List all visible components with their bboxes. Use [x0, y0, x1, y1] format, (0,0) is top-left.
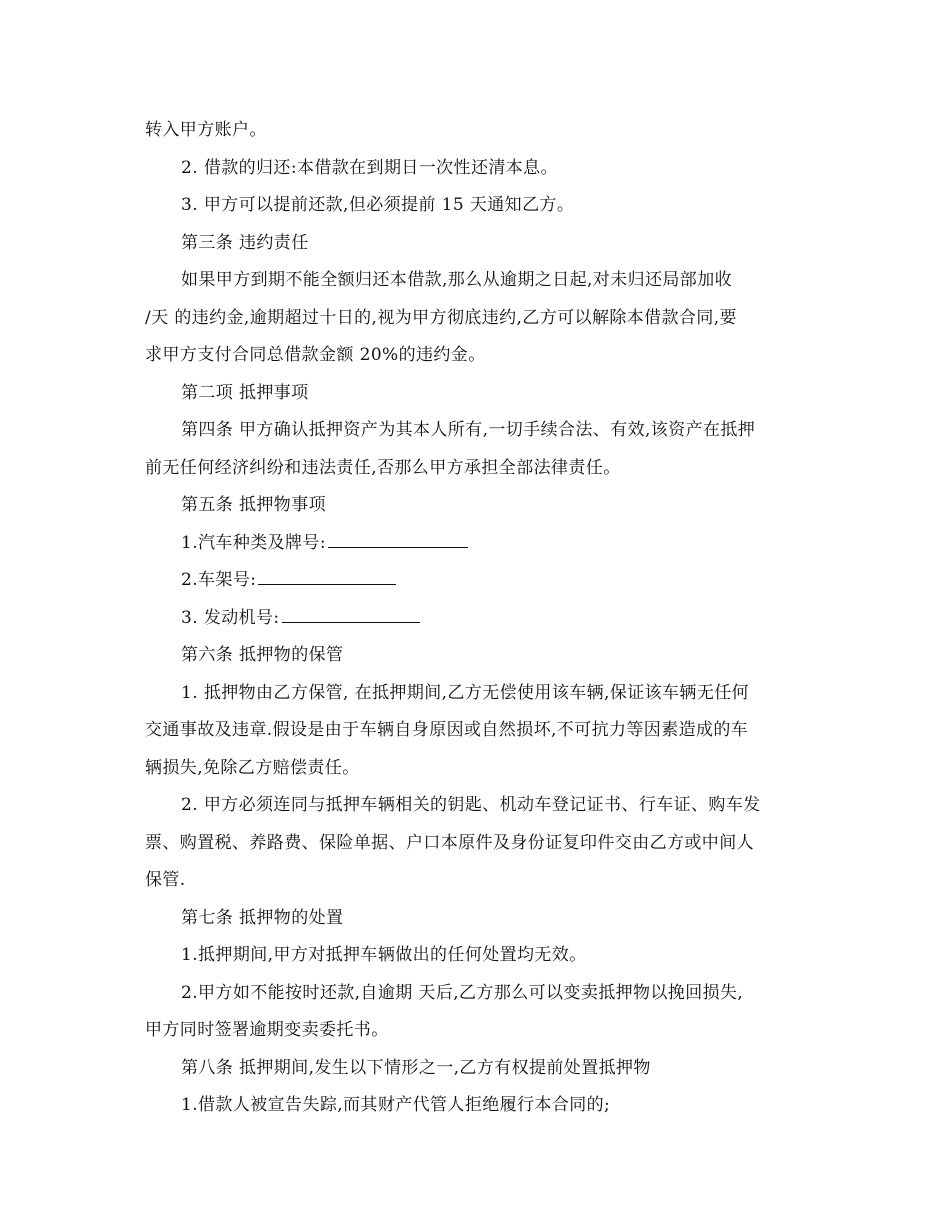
field-label: 2.车架号:: [181, 570, 257, 590]
text-line: 前无任何经济纠纷和违法责任,否那么甲方承担全部法律责任。: [145, 457, 621, 478]
form-line-vehicle-type: [145, 525, 815, 563]
text-line: 2. 甲方必须连同与抵押车辆相关的钥匙、机动车登记证书、行车证、购车发: [181, 795, 761, 815]
text-line: 2. 借款的归还:本借款在到期日一次性还清本息。: [181, 157, 558, 178]
text-line: 求甲方支付合同总借款金额 20%的违约金。: [145, 345, 486, 365]
fill-in-blank: [282, 608, 420, 623]
text-line: 第四条 甲方确认抵押资产为其本人所有,一切手续合法、有效,该资产在抵押: [181, 420, 756, 440]
text-line: 3. 甲方可以提前还款,但必须提前 15 天通知乙方。: [181, 195, 575, 215]
text-line: 辆损失,免除乙方赔偿责任。: [145, 757, 360, 778]
text-line: 交通事故及违章.假设是由于车辆自身原因或自然损坏,不可抗力等因素造成的车: [145, 720, 749, 740]
text-line: 1. 抵押物由乙方保管, 在抵押期间,乙方无偿使用该车辆,保证该车辆无任何: [181, 682, 750, 703]
text-line: 2.甲方如不能按时还款,自逾期 天后,乙方那么可以变卖抵押物以挽回损失,: [181, 982, 744, 1003]
fill-in-blank: [258, 570, 396, 585]
section-heading: 第七条 抵押物的处置: [181, 907, 344, 928]
section-heading: 第八条 抵押期间,发生以下情形之一,乙方有权提前处置抵押物: [181, 1057, 651, 1078]
document-body: [145, 112, 815, 1125]
text-line: /天 的违约金,逾期超过十日的,视为甲方彻底违约,乙方可以解除本借款合同,要: [145, 307, 737, 328]
section-heading: 第六条 抵押物的保管: [181, 645, 344, 665]
text-line: 保管.: [145, 870, 186, 890]
section-heading: 第二项 抵押事项: [181, 382, 309, 403]
form-line-frame-number: [145, 562, 815, 600]
text-line: 如果甲方到期不能全额归还本借款,那么从逾期之日起,对未归还局部加收: [181, 270, 733, 290]
field-label: 3. 发动机号:: [181, 607, 280, 628]
text-line: 甲方同时签署逾期变卖委托书。: [145, 1020, 389, 1040]
text-line: 转入甲方账户。: [145, 120, 267, 140]
text-line: 1.借款人被宣告失踪,而其财产代管人拒绝履行本合同的;: [181, 1095, 611, 1115]
fill-in-blank: [328, 533, 468, 548]
text-line: 票、购置税、养路费、保险单据、户口本原件及身份证复印件交由乙方或中间人: [145, 832, 754, 853]
field-label: 1.汽车种类及牌号:: [181, 532, 326, 553]
text-line: 1.抵押期间,甲方对抵押车辆做出的任何处置均无效。: [181, 945, 587, 965]
section-heading: 第三条 违约责任: [181, 232, 309, 253]
section-heading: 第五条 抵押物事项: [181, 495, 327, 515]
form-line-engine-number: [145, 600, 815, 638]
